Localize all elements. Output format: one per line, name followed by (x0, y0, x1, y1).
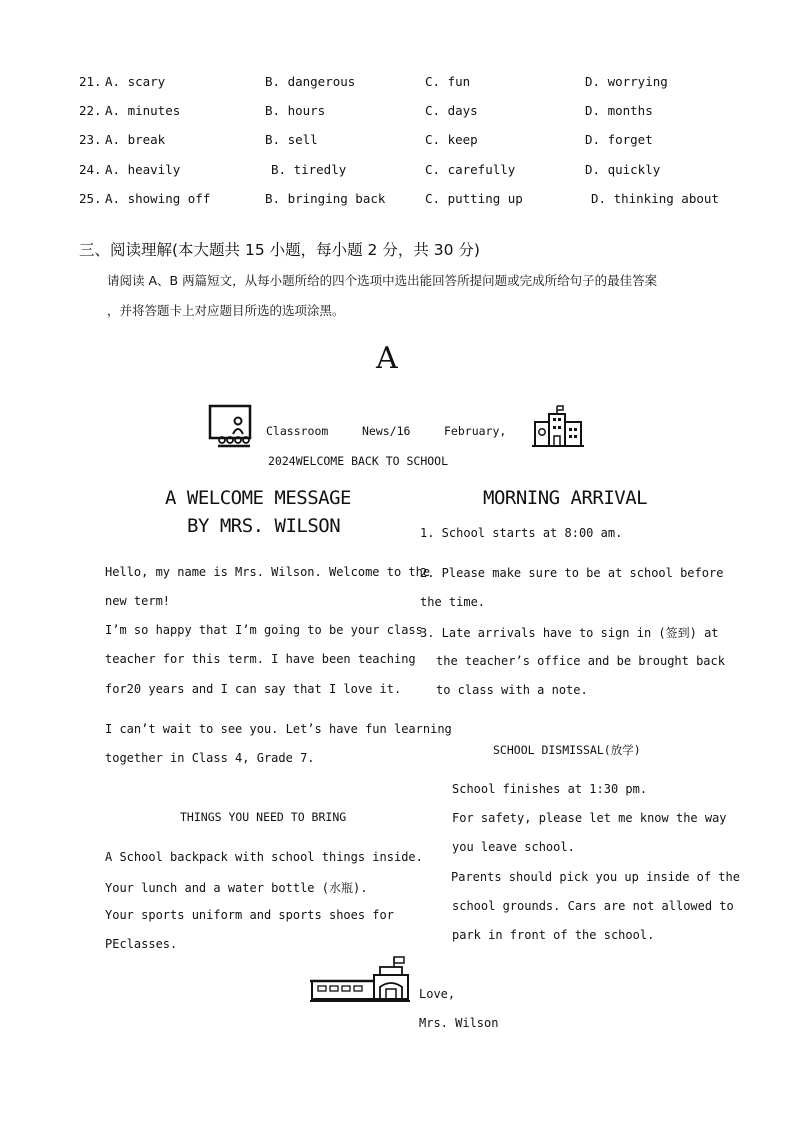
section-instruction-cont: ，并将答题卡上对应题目所选的选项涂黑。 (107, 303, 345, 318)
bring-text-line: PEclasses. (105, 937, 178, 951)
option-d: D. quickly (585, 162, 661, 177)
option-c: C. days (425, 103, 478, 118)
question-number: 22. (79, 103, 102, 118)
option-c: C. keep (425, 132, 478, 147)
option-b: B. dangerous (265, 74, 356, 89)
welcome-text-line: new term! (105, 594, 171, 608)
signature-name: Mrs. Wilson (419, 1016, 499, 1030)
arrival-text-line: the time. (420, 595, 486, 609)
arrival-text-line: 1. School starts at 8:00 am. (420, 526, 623, 540)
question-number: 23. (79, 132, 102, 147)
option-d: D. worrying (585, 74, 668, 89)
passage-label: A (376, 341, 398, 376)
arrival-text-line: the teacher’s office and be brought back (436, 654, 725, 668)
signature-closing: Love, (419, 987, 456, 1001)
option-b: B. sell (265, 132, 318, 147)
dismissal-title: SCHOOL DISMISSAL(放学) (493, 743, 641, 757)
welcome-text-line: for20 years and I can say that I love it. (105, 682, 402, 696)
option-c: C. putting up (425, 191, 523, 206)
option-a: A. minutes (105, 103, 181, 118)
option-a: A. showing off (105, 191, 211, 206)
welcome-text-line: teacher for this term. I have been teaching (105, 652, 416, 666)
question-number: 25. (79, 191, 102, 206)
option-a: A. heavily (105, 162, 181, 177)
newsletter-header-issue: News/16 (362, 424, 411, 438)
bring-text-line: Your sports uniform and sports shoes for (105, 908, 394, 922)
option-b: B. tiredly (271, 162, 347, 177)
arrival-text-line: 2. Please make sure to be at school before (420, 566, 724, 580)
newsletter-header-title: Classroom (266, 424, 329, 438)
welcome-text-line: I’m so happy that I’m going to be your class (105, 623, 423, 637)
welcome-title-line1: A WELCOME MESSAGE (165, 487, 351, 509)
option-d: D. thinking about (591, 191, 719, 206)
option-c: C. carefully (425, 162, 516, 177)
option-a: A. scary (105, 74, 166, 89)
arrival-text-line: 3. Late arrivals have to sign in (签到) at (420, 626, 719, 640)
welcome-text-line: together in Class 4, Grade 7. (105, 751, 315, 765)
question-number: 24. (79, 162, 102, 177)
bring-title: THINGS YOU NEED TO BRING (180, 810, 347, 824)
option-b: B. hours (265, 103, 326, 118)
option-a: A. break (105, 132, 166, 147)
dismissal-text-line: Parents should pick you up inside of the (451, 870, 740, 884)
option-d: D. forget (585, 132, 653, 147)
dismissal-text-line: For safety, please let me know the way (452, 811, 727, 825)
dismissal-text-line: School finishes at 1:30 pm. (452, 782, 648, 796)
bring-text-line: Your lunch and a water bottle (水瓶). (105, 881, 368, 895)
welcome-text-line: Hello, my name is Mrs. Wilson. Welcome to the (105, 565, 431, 579)
newsletter-header-subtitle: 2024WELCOME BACK TO SCHOOL (268, 454, 449, 468)
question-number: 21. (79, 74, 102, 89)
classroom-icon (208, 404, 254, 448)
option-b: B. bringing back (265, 191, 386, 206)
bring-text-line: A School backpack with school things inside. (105, 850, 423, 864)
newsletter-header-date: February, (444, 424, 507, 438)
welcome-text-line: I can’t wait to see you. Let’s have fun learning (105, 722, 452, 736)
arrival-text-line: to class with a note. (436, 683, 588, 697)
arrival-title: MORNING ARRIVAL (483, 487, 648, 509)
school-house-icon (310, 955, 410, 1003)
section-instruction: 请阅读 A、B 两篇短文，从每小题所给的四个选项中选出能回答所提问题或完成所给句子的最佳答案 (107, 273, 658, 288)
welcome-title-line2: BY MRS. WILSON (187, 515, 341, 537)
school-building-icon (531, 404, 585, 448)
section-heading: 三、阅读理解(本大题共 15 小题，每小题 2 分，共 30 分) (79, 241, 480, 259)
option-c: C. fun (425, 74, 471, 89)
dismissal-text-line: school grounds. Cars are not allowed to (452, 899, 734, 913)
dismissal-text-line: you leave school. (452, 840, 575, 854)
option-d: D. months (585, 103, 653, 118)
dismissal-text-line: park in front of the school. (452, 928, 655, 942)
